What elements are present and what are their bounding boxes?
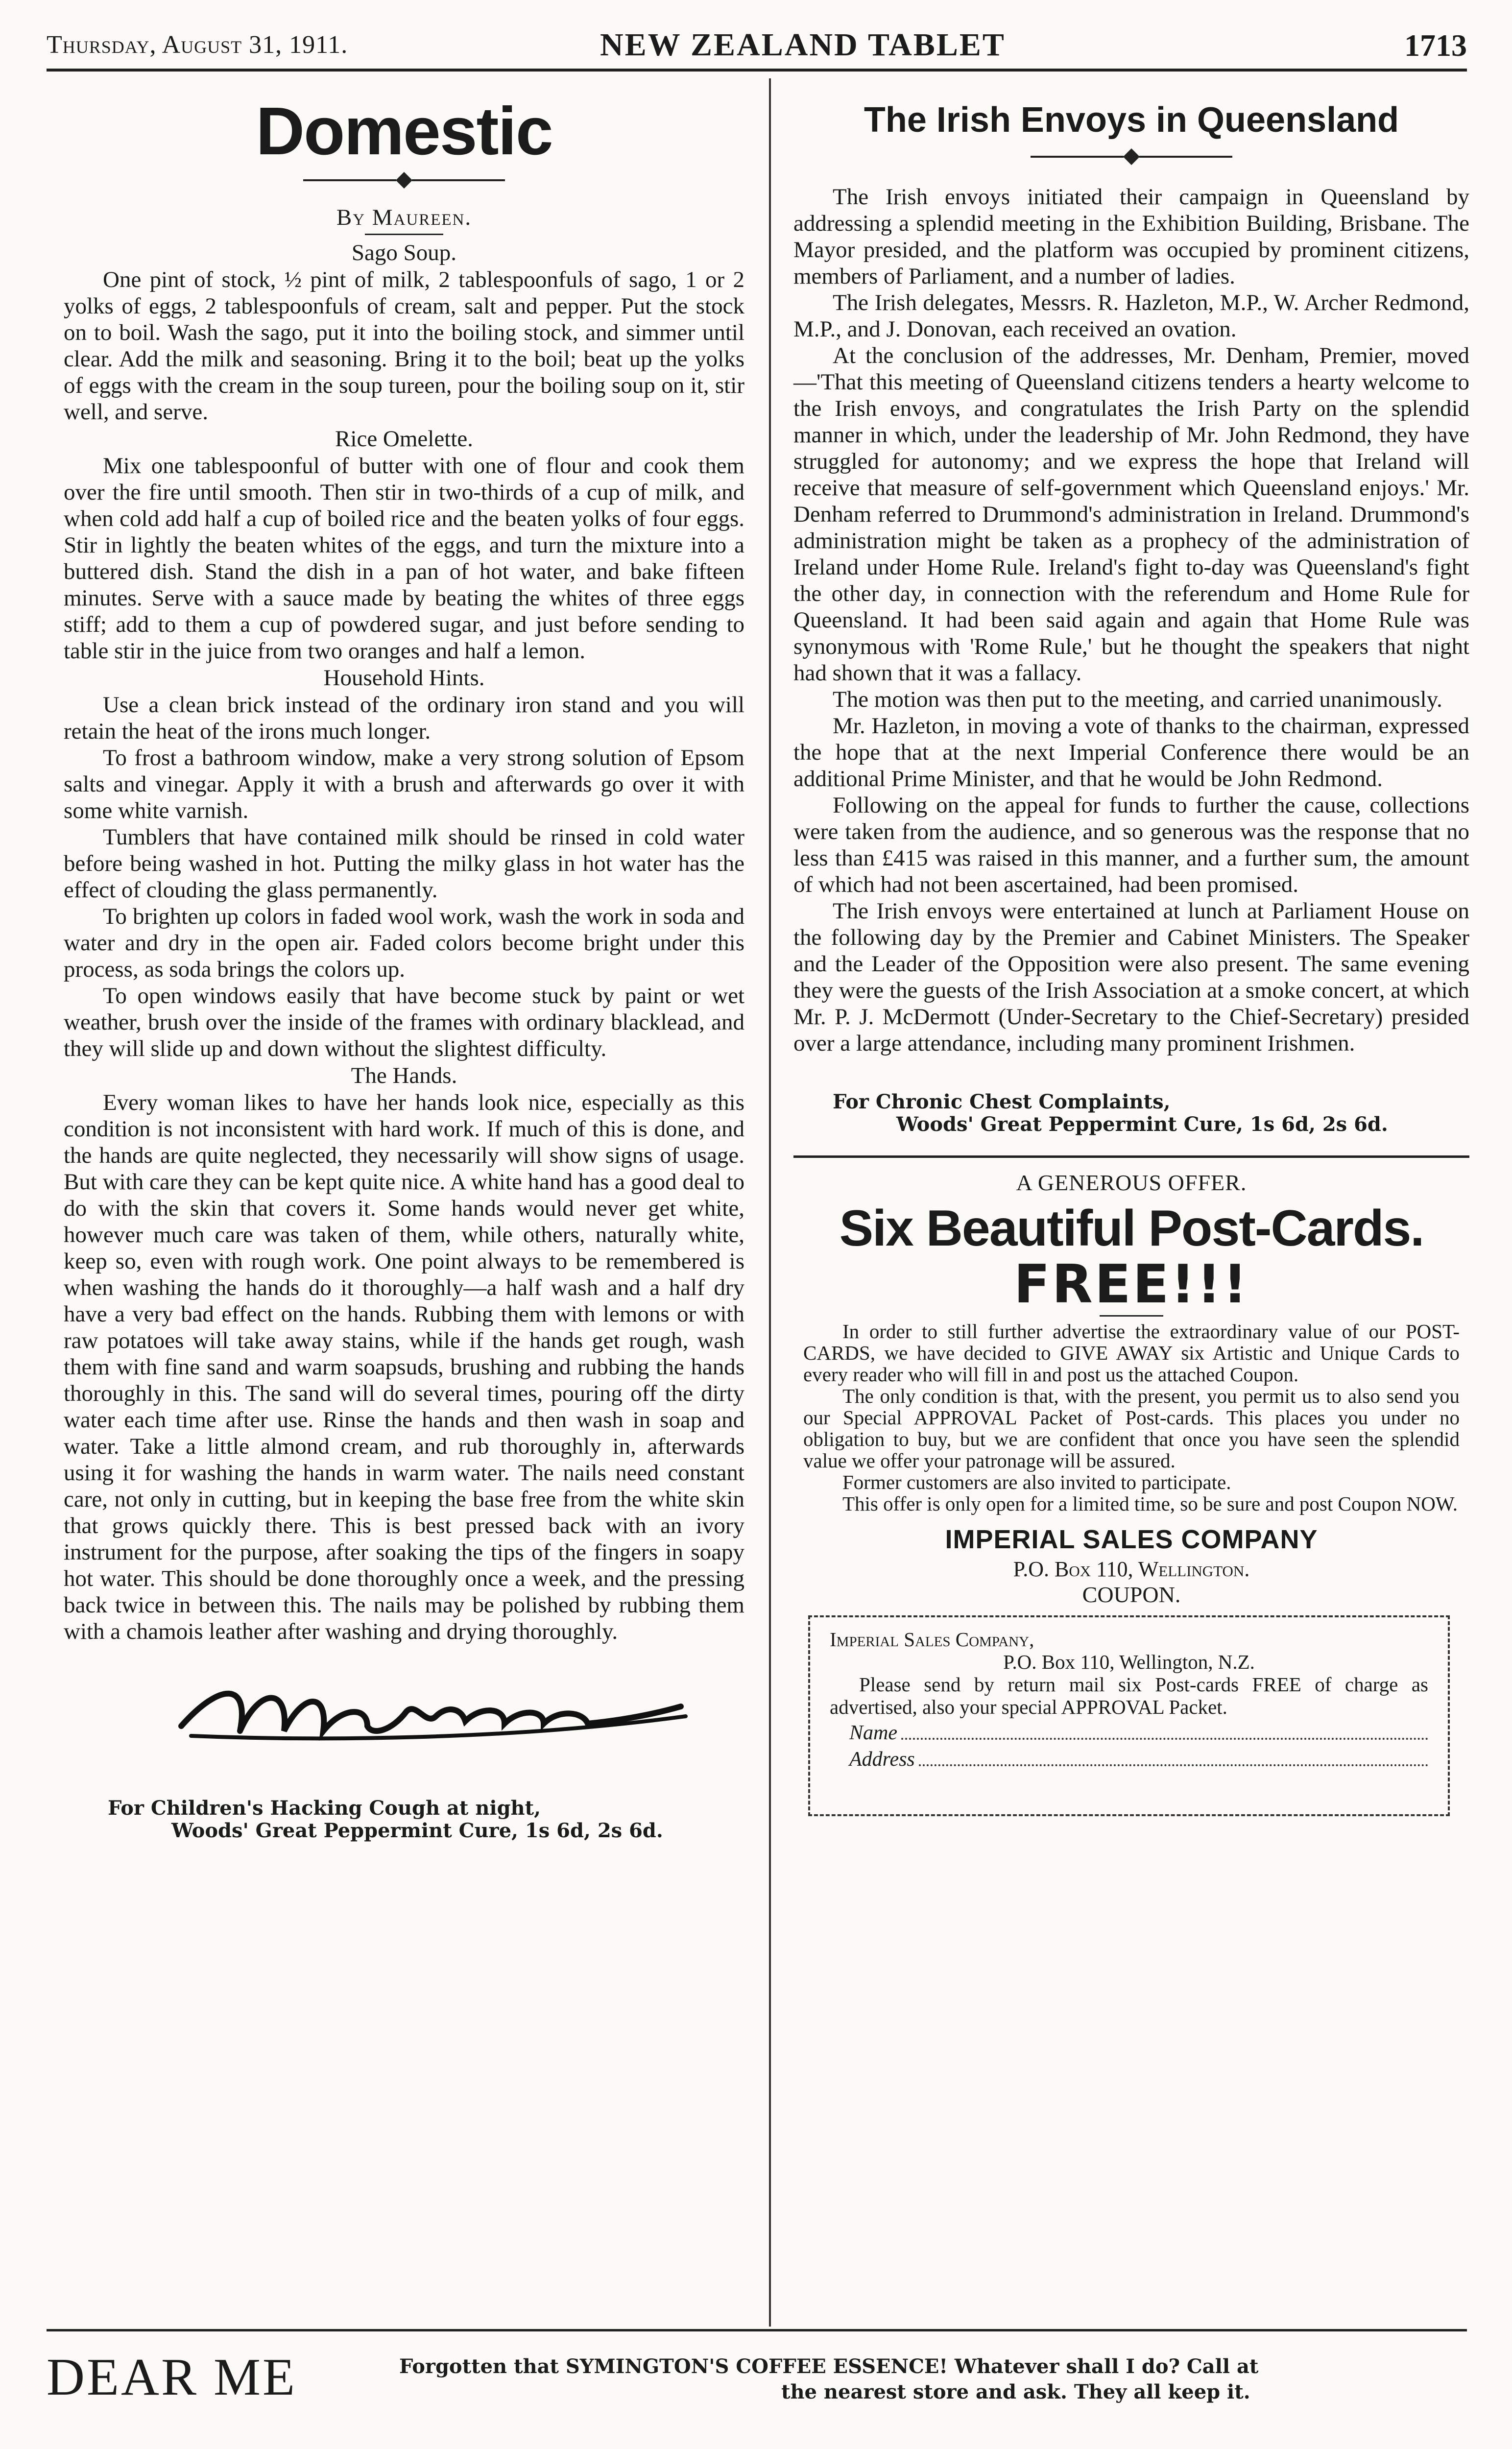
article-paragraph: The Irish delegates, Messrs. R. Hazleton, M.P., W. Archer Redmond, M.P., and J. Donovan, each received an ovation. <box>793 290 1469 342</box>
irish-envoys-title: The Irish Envoys in Queensland <box>864 100 1399 140</box>
coupon-name-label: Name <box>849 1722 897 1744</box>
diamond-ornament-icon <box>1123 148 1140 165</box>
article-paragraph: Mr. Hazleton, in moving a vote of thanks to the chairman, expressed the hope that at the next Imperial Conference there would be an additional Prime Minister, and that he would be John Redmond. <box>793 713 1469 792</box>
article-paragraph: To open windows easily that have become stuck by paint or wet weather, brush over the inside of the frames with ordinary blacklead, and they will slide up and down without the slightest difficulty. <box>64 983 744 1061</box>
article-paragraph: Following on the appeal for funds to further the cause, collections were taken from the audience, and so generous was the response that no less than £415 was raised in this manner, and a further sum, the amount of which had not been ascertained, had been promised. <box>793 792 1469 897</box>
coupon-form <box>808 1615 1450 1816</box>
chest-cure-ad <box>833 1091 1469 1136</box>
domestic-title: Domestic <box>256 94 552 169</box>
article-paragraph: To brighten up colors in faded wool work, wash the work in soda and water and dry in the open air. Faded colors become bright under this process, as soda brings the colors up. <box>64 904 744 982</box>
offer-paragraph: In order to still further advertise the extraordinary value of our POST-CARDS, we have decided to GIVE AWAY six Artistic and Unique Cards to every reader who will fill in and post us the attached Coupon. <box>803 1320 1460 1386</box>
domestic-column <box>64 86 744 1842</box>
article-paragraph: Tumblers that have contained milk should be rinsed in cold water before being washed in hot. Putting the milky glass in hot water has the effect of clouding the glass permanently. <box>64 824 744 903</box>
ad-headline: DEAR ME <box>47 2348 297 2406</box>
ad-text-line2: the nearest store and ask. They all keep it. <box>781 2380 1250 2403</box>
coupon-name-line[interactable] <box>901 1721 1428 1740</box>
bottom-rule <box>47 2329 1467 2331</box>
offer-paragraph: This offer is only open for a limited time, so be sure and post Coupon NOW. <box>842 1492 1458 1515</box>
coupon-address-label: Address <box>849 1748 915 1771</box>
offer-heading: A GENEROUS OFFER. <box>1016 1170 1247 1195</box>
cough-cure-ad <box>108 1797 744 1842</box>
coupon-address-line[interactable] <box>919 1748 1428 1766</box>
article-paragraph: To frost a bathroom window, make a very strong solution of Epsom salts and vinegar. Apply it with a brush and afterwards go over it with some white varnish. <box>64 745 744 823</box>
article-paragraph: The Irish envoys were entertained at lunch at Parliament House on the following day by the Premier and Cabinet Ministers. The Speaker and the Leader of the Opposition were also present. The same evening they were the guests of the Irish Association at a smoke concert, at which Mr. P. J. McDermott (Under-Secretary to the Chief-Secretary) presided over a large attendance, including many prominent Irishmen. <box>793 898 1469 1056</box>
page-number: 1713 <box>1404 28 1467 63</box>
article-paragraph: Use a clean brick instead of the ordinary iron stand and you will retain the heat of the irons much longer. <box>64 692 744 744</box>
coupon-heading: COUPON. <box>1082 1582 1181 1607</box>
chest-ad-line2: Woods' Great Peppermint Cure, 1s 6d, 2s 6d. <box>896 1113 1388 1136</box>
chest-ad-line1: For Chronic Chest Complaints, <box>833 1090 1171 1113</box>
coupon-name-field[interactable] <box>849 1721 1428 1745</box>
article-paragraph: At the conclusion of the addresses, Mr. Denham, Premier, moved—'That this meeting of Queensland citizens tenders a hearty welcome to the Irish envoys, and congratulates the Irish Party on the splendid manner in which, under the leadership of Mr. John Redmond, they have struggled for autonomy; and we express the hope that Ireland will receive that measure of self-government which Queensland enjoys.' Mr. Denham referred to Drummond's administration in Ireland. Drummond's administration might be taken as a prophecy of the administration of Ireland under Home Rule. Ireland's fight to-day was Queensland's fight the other day, in connection with the referendum and Home Rule for Queensland. It had been said again and again that Home Rule was synonymous with 'Rome Rule,' but he thought the speakers that night had shown that it was a fallacy. <box>793 343 1469 686</box>
article-paragraph: Every woman likes to have her hands look nice, especially as this condition is not inconsistent with hard work. If much of this is done, and the hands are quite neglected, they necessarily will show signs of usage. But with care they can be kept quite nice. A white hand has a good deal to do with the skin that covers it. Some hands would never get white, however much care was taken of them, while others, naturally white, keep so, even with rough work. One point always to be remembered is when washing the hands do it thoroughly—a half wash and a half dry have a very bad effect on the hands. Rubbing them with lemons or with raw potatoes will take away stains, while if the hands get rough, wash them with fine sand and warm soapsuds, brushing and rubbing the hands thoroughly in this. The sand will do several times, pouring off the dirty water each time after use. Rinse the hands and then wash in soap and water. Take a little almond cream, and rub thoroughly in, afterwards using it for washing the hands in warm water. The nails need constant care, not only in cutting, but in keeping the base free from the white skin that grows quickly there. This is best pressed back with an ivory instrument for the purpose, after soaking the tips of the fingers in soapy hot water. This should be done thoroughly once a week, and the pressing back twice in between this. The nails may be polished by rubbing them with a chamois leather after washing and drying thoroughly. <box>64 1090 745 1644</box>
coupon-company: Imperial Sales Company, <box>830 1628 1034 1651</box>
maureen-signature <box>162 1662 700 1751</box>
cough-ad-line1: For Children's Hacking Cough at night, <box>108 1797 541 1820</box>
newspaper-title: NEW ZEALAND TABLET <box>600 27 1006 63</box>
section-heading: Sago Soup. <box>351 240 457 265</box>
title-ornament <box>793 144 1469 169</box>
diamond-ornament-icon <box>396 172 412 189</box>
section-heading: Household Hints. <box>323 665 485 691</box>
symingtons-ad <box>47 2341 1467 2429</box>
article-paragraph: The motion was then put to the meeting, and carried unanimously. <box>833 687 1442 712</box>
coupon-address-field[interactable] <box>849 1748 1428 1771</box>
byline: By Maureen. <box>336 205 472 230</box>
company-address: P.O. Box 110, Wellington. <box>1013 1557 1250 1581</box>
cough-ad-line2: Woods' Great Peppermint Cure, 1s 6d, 2s 6d. <box>171 1819 663 1842</box>
offer-paragraph: Former customers are also invited to participate. <box>842 1471 1231 1493</box>
ad-text <box>399 2354 1452 2405</box>
company-name: IMPERIAL SALES COMPANY <box>945 1525 1318 1554</box>
article-paragraph: The Irish envoys initiated their campaign in Queensland by addressing a splendid meeting in the Exhibition Building, Brisbane. The Mayor presided, and the platform was occupied by prominent citizens, members of Parliament, and a number of ladies. <box>793 184 1469 289</box>
title-ornament <box>64 168 744 192</box>
issue-date: Thursday, August 31, 1911. <box>47 31 348 59</box>
section-heading: Rice Omelette. <box>335 426 473 452</box>
irish-envoys-column <box>793 86 1469 1816</box>
masthead-rule <box>47 69 1467 72</box>
offer-title: Six Beautiful Post-Cards. <box>839 1200 1424 1257</box>
offer-rule <box>793 1155 1469 1158</box>
article-paragraph: One pint of stock, ½ pint of milk, 2 tablespoonfuls of sago, 1 or 2 yolks of eggs, 2 tablespoonfuls of cream, salt and pepper. Put the stock on to boil. Wash the sago, put it into the boiling stock, and simmer until clear. Add the milk and seasoning. Bring it to the boil; beat up the yolks of eggs with the cream in the soup tureen, pour the boiling soup on it, stir well, and serve. <box>64 267 744 425</box>
ad-text-line1: Forgotten that SYMINGTON'S COFFEE ESSENCE! Whatever shall I do? Call at <box>399 2355 1259 2378</box>
offer-free: FREE!!! <box>1013 1254 1249 1315</box>
coupon-text: Please send by return mail six Post-cards FREE of charge as advertised, also your special APPROVAL Packet. <box>830 1673 1428 1718</box>
offer-paragraph: The only condition is that, with the present, you permit us to also send you our Special APPROVAL Packet of Post-cards. This places you under no obligation to buy, but we are confident that once you have seen the splendid value we offer your patronage will be assured. <box>803 1385 1460 1472</box>
article-paragraph: Mix one tablespoonful of butter with one of flour and cook them over the fire until smooth. Then stir in two-thirds of a cup of milk, and when cold add half a cup of boiled rice and the beaten yolks of four eggs. Stir in lightly the beaten whites of the eggs, and turn the mixture into a buttered dish. Stand the dish in a pan of hot water, and bake fifteen minutes. Serve with a sauce made by beating the whites of three eggs stiff; add to them a cup of powdered sugar, and just before sending to table stir in the juice from two oranges and half a lemon. <box>64 453 744 664</box>
section-heading: The Hands. <box>351 1063 457 1088</box>
column-divider <box>769 78 771 2327</box>
masthead <box>47 24 1467 68</box>
coupon-address: P.O. Box 110, Wellington, N.Z. <box>1003 1651 1255 1673</box>
